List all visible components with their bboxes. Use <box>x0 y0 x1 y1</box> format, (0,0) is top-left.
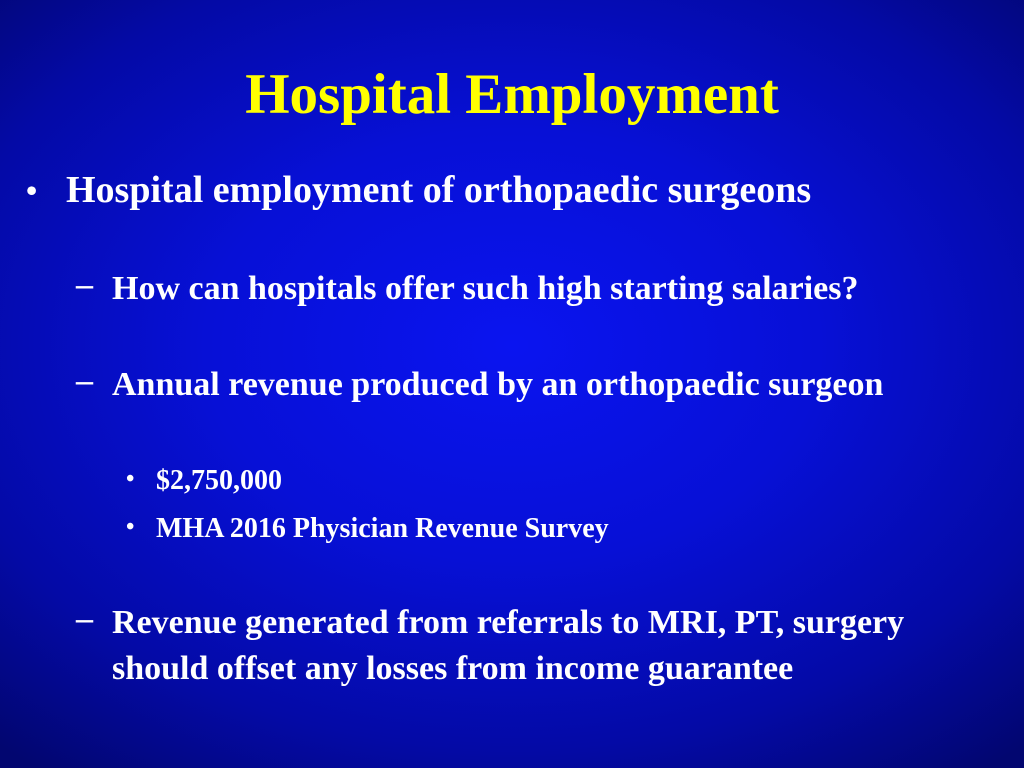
sub-item-text: Annual revenue produced by an orthopaedic surgeon <box>112 366 884 403</box>
dash-marker: – <box>76 266 93 303</box>
bullet-marker: • <box>26 172 38 208</box>
bullet-marker: • <box>126 514 135 540</box>
bullet-text: Hospital employment of orthopaedic surgeons <box>66 169 812 211</box>
bullet-marker: • <box>126 466 135 492</box>
dash-marker: – <box>76 600 93 637</box>
sub-item-text: Revenue generated from referrals to MRI, PT, surgery should offset any losses from income guarantee <box>112 604 905 687</box>
sub-sub-item-text: MHA 2016 Physician Revenue Survey <box>156 513 609 544</box>
dash-marker: – <box>76 362 93 399</box>
sub-sub-item-text: $2,750,000 <box>156 465 282 496</box>
slide-title: Hospital Employment <box>245 63 779 126</box>
sub-item-text: How can hospitals offer such high starting salaries? <box>112 270 859 307</box>
